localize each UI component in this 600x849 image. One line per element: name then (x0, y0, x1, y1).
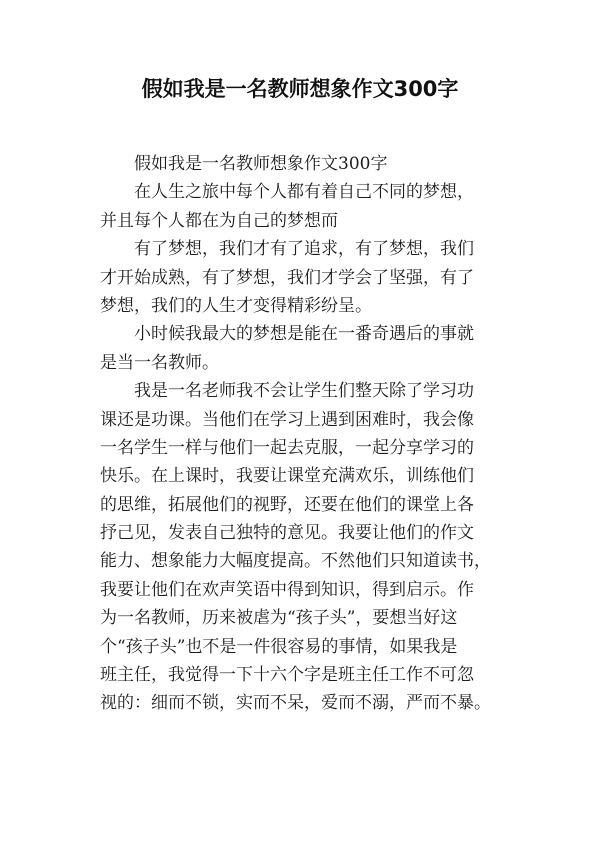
paragraph-line: 一名学生一样与他们一起去克服，一起分享学习的 (100, 437, 474, 458)
paragraph-line: 视的：细而不锁，实而不呆，爱而不溺，严而不暴。 (100, 693, 491, 714)
paragraph-line: 快乐。在上课时，我要让课堂充满欢乐，训练他们 (100, 466, 474, 487)
paragraph-line: 个“孩子头”也不是一件很容易的事情，如果我是 (100, 636, 458, 657)
paragraph-line: 班主任，我觉得一下十六个字是班主任工作不可忽 (100, 665, 474, 686)
paragraph-line: 在人生之旅中每个人都有着自己不同的梦想， (134, 182, 474, 203)
paragraph-line: 有了梦想，我们才有了追求，有了梦想，我们 (134, 239, 474, 260)
paragraph-line: 梦想，我们的人生才变得精彩纷呈。 (100, 295, 372, 316)
paragraph-line: 才开始成熟，有了梦想，我们才学会了坚强，有了 (100, 267, 474, 288)
paragraph-line: 我是一名老师我不会让学生们整天除了学习功 (134, 381, 474, 402)
paragraph-line: 小时候我最大的梦想是能在一番奇遇后的事就 (134, 324, 474, 345)
paragraph-2 (100, 235, 516, 320)
paragraph-line: 课还是功课。当他们在学习上遇到困难时，我会像 (100, 409, 474, 430)
paragraph-line: 的思维，拓展他们的视野，还要在他们的课堂上各 (100, 494, 474, 515)
paragraph-line: 假如我是一名教师想象作文300字 (134, 154, 388, 174)
paragraph-line: 抒己见，发表自己独特的意见。我要让他们的作文 (100, 523, 474, 544)
paragraph-1 (100, 178, 516, 235)
paragraph-3 (100, 320, 516, 377)
paragraph-subtitle (100, 150, 516, 178)
paragraph-line: 并且每个人都在为自己的梦想而 (100, 210, 338, 231)
paragraph-line: 为一名教师，历来被虐为“孩子头”，要想当好这 (100, 608, 458, 629)
paragraph-line: 我要让他们在欢声笑语中得到知识，得到启示。作 (100, 579, 474, 600)
paragraph-4 (100, 377, 516, 718)
paragraph-line: 是当一名教师。 (100, 352, 219, 373)
document-title: 假如我是一名教师想象作文300字 (141, 77, 459, 101)
document-body (100, 150, 516, 718)
paragraph-line: 能力、想象能力大幅度提高。不然他们只知道读书， (100, 551, 491, 572)
